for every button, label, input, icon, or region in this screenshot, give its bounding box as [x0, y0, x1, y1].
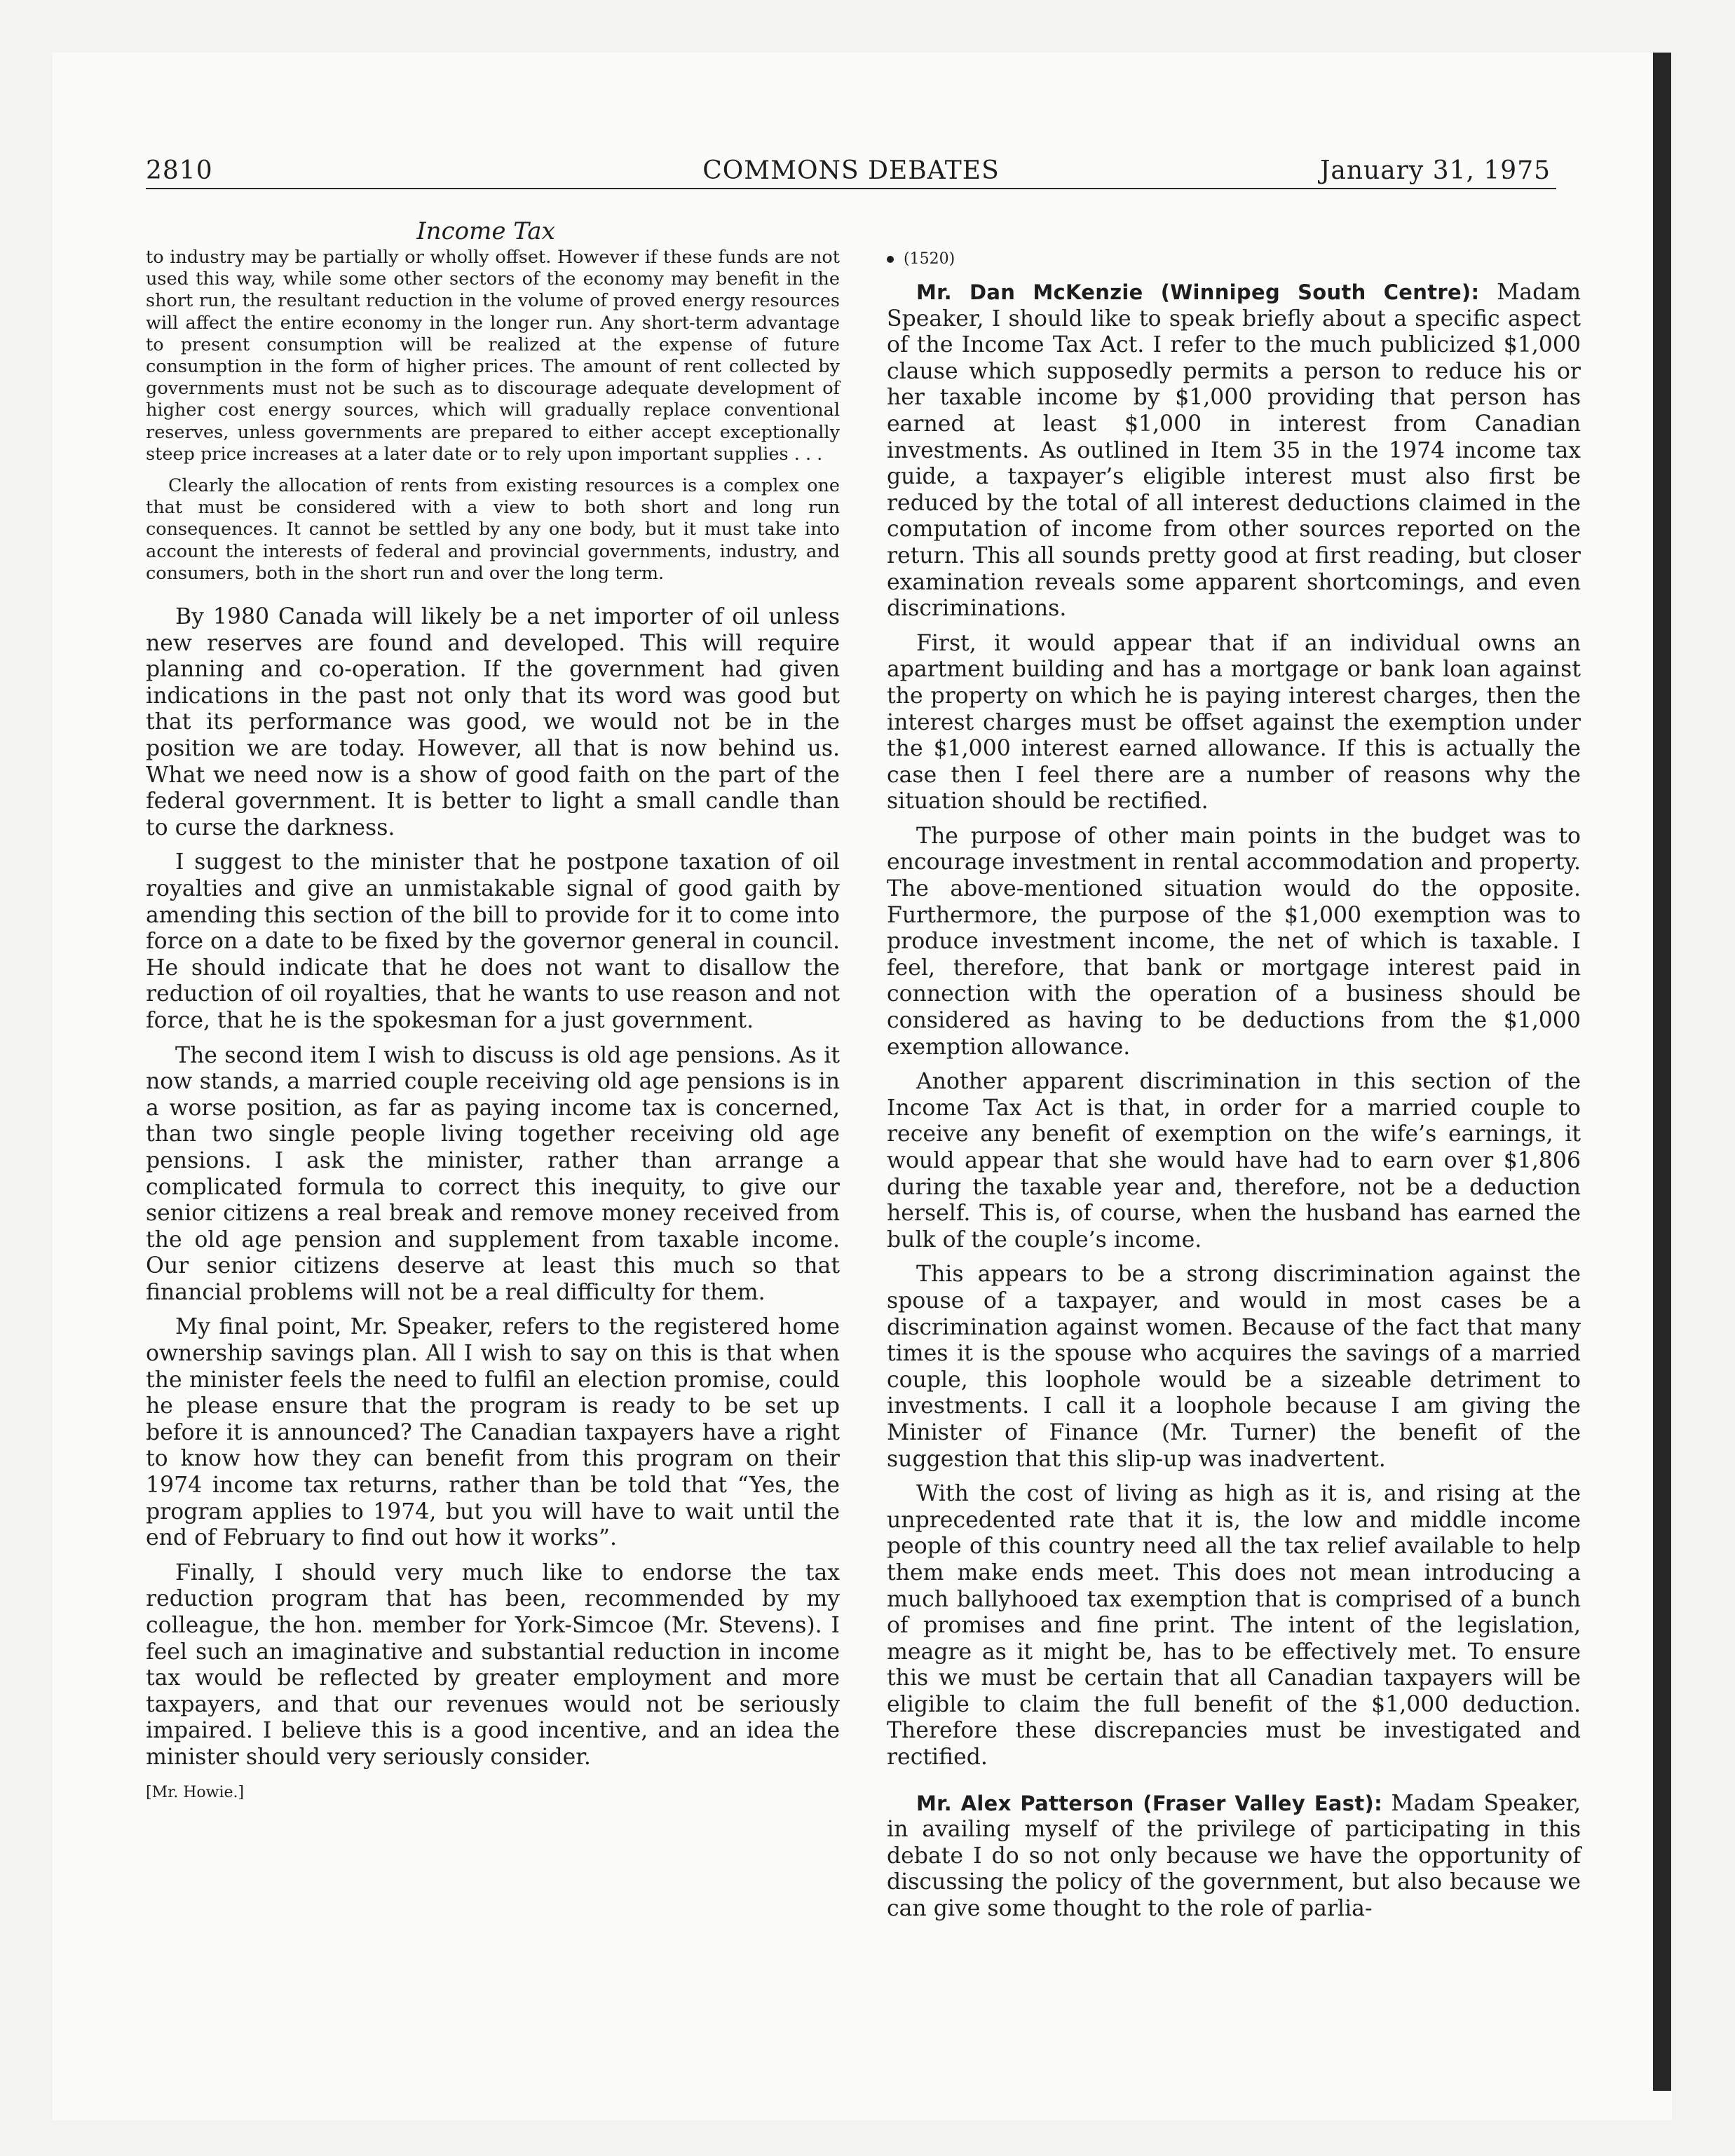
body-paragraph: I suggest to the minister that he postpone taxation of oil royalties and give an unmistakable signal of good gaith by amending this section of the bill to provide for it to come into force on a date to be fixed by the governor general in council. He should indicate that he does not want to disallow the reduction of oil royalties, that he wants to use reason and not force, that he is the spokesman for a just government.: [146, 850, 840, 1033]
running-header: [146, 153, 1556, 189]
binding-edge: [1653, 53, 1671, 2091]
speaker-attribution: [Mr. Howie.]: [146, 1783, 245, 1801]
speech-text: Madam Speaker, in availing myself of the privilege of participating in this debate I do so not only because we have the opportunity of discussing the policy of the government, but also because we can give some thought to the role of parlia-: [887, 1790, 1581, 1922]
body-paragraph: Another apparent discrimination in this section of the Income Tax Act is that, in order for a married couple to receive any benefit of exemption on the wife’s earnings, it would appear that she would have had to earn over $1,806 during the taxable year and, therefore, not be a deduction herself. This is, of course, when the husband has earned the bulk of the couple’s income.: [887, 1069, 1581, 1253]
body-paragraph: The purpose of other main points in the budget was to encourage investment in rental accommodation and property. The above-mentioned situation would do the opposite. Furthermore, the purpose of the $1,000 exemption was to produce investment income, the net of which is taxable. I feel, therefore, that bank or mortgage interest paid in connection with the operation of a business should be considered as having to be deductions from the $1,000 exemption allowance.: [887, 823, 1581, 1060]
left-column: [146, 247, 840, 1803]
publication-title: COMMONS DEBATES: [702, 156, 1000, 185]
body-paragraph: The second item I wish to discuss is old age pensions. As it now stands, a married couple receiving old age pensions is in a worse position, as far as paying income tax is concerned, than two single people living together receiving old age pensions. I ask the minister, rather than arrange a complicated formula to correct this inequity, to give our senior citizens a real break and remove money received from the old age pension and supplement from taxable income. Our senior citizens deserve at least this much so that financial problems will not be a real difficulty for them.: [146, 1042, 840, 1305]
timestamp-text: (1520): [904, 250, 955, 268]
timestamp: [887, 249, 1581, 270]
speech-text: Madam Speaker, I should like to speak briefly about a specific aspect of the Income Tax Act. I refer to the much publicized $1,000 clause which supposedly permits a person to reduce his or her taxable income by $1,000 providing that person has earned at least $1,000 in interest from Canadian investments. As outlined in Item 35 in the 1974 income tax guide, a taxpayer’s eligible interest must also first be reduced by the total of all interest deductions claimed in the computation of income from other sources reported on the return. This all sounds pretty good at first reading, but closer examination reveals some apparent shortcomings, and even discriminations.: [887, 280, 1581, 622]
speaker-name: Mr. Alex Patterson (Fraser Valley East):: [916, 1791, 1382, 1815]
quote-paragraph: to industry may be partially or wholly offset. However if these funds are not used this way, while some other sectors of the economy may benefit in the short run, the resultant reduction in the volume of proved energy resources will affect the entire economy in the longer run. Any short-term advantage to present consumption will be realized at the expense of future consumption in the form of higher prices. The amount of rent collected by governments must not be such as to discourage adequate development of higher cost energy sources, which will gradually replace conventional reserves, unless governments are prepared to either accept exceptionally steep price increases at a later date or to rely upon important supplies . . .: [146, 247, 840, 465]
body-paragraph: Finally, I should very much like to endorse the tax reduction program that has been, recommended by my colleague, the hon. member for York-Simcoe (Mr. Stevens). I feel such an imaginative and substantial reduction in income tax would be reflected by greater employment and more taxpayers, and that our revenues would not be seriously impaired. I believe this is a good incentive, and an idea the minister should very seriously consider.: [146, 1560, 840, 1770]
page-number: 2810: [146, 156, 213, 185]
body-paragraph: My final point, Mr. Speaker, refers to the registered home ownership savings plan. All I wish to say on this is that when the minister feels the need to fulfil an election promise, could he please ensure that the program is ready to be set up before it is announced? The Canadian taxpayers have a right to know how they can benefit from this program on their 1974 income tax returns, rather than be told that “Yes, the program applies to 1974, but you will have to wait until the end of February to find out how it works”.: [146, 1314, 840, 1551]
body-paragraph: With the cost of living as high as it is, and rising at the unprecedented rate that it is, the low and middle income people of this country need all the tax relief available to help them make ends meet. This does not mean introducing a much ballyhooed tax exemption that is comprised of a bunch of promises and fine print. The intent of the legislation, meagre as it might be, has to be effectively met. To ensure this we must be certain that all Canadian taxpayers will be eligible to claim the full benefit of the $1,000 deduction. Therefore these discrepancies must be investigated and rectified.: [887, 1481, 1581, 1770]
speech-paragraph: [887, 280, 1581, 622]
quote-paragraph: Clearly the allocation of rents from existing resources is a complex one that must be considered with a view to both short and long run consequences. It cannot be settled by any one body, but it must take into account the interests of federal and provincial governments, industry, and consumers, both in the short run and over the long term.: [146, 475, 840, 584]
speech-paragraph: [887, 1791, 1581, 1923]
right-column: [887, 249, 1581, 1923]
section-title: Income Tax: [416, 217, 555, 245]
body-paragraph: First, it would appear that if an individual owns an apartment building and has a mortgage or bank loan against the property on which he is paying interest charges, then the interest charges must be offset against the exemption under the $1,000 interest earned allowance. If this is actually the case then I feel there are a number of reasons why the situation should be rectified.: [887, 630, 1581, 814]
speaker-name: Mr. Dan McKenzie (Winnipeg South Centre):: [916, 280, 1480, 304]
bullet-icon: [887, 256, 894, 263]
body-paragraph: This appears to be a strong discrimination against the spouse of a taxpayer, and would in most cases be a discrimination against women. Because of the fact that many times it is the spouse who acquires the savings of a married couple, this loophole would be a sizeable detriment to investments. I call it a loophole because I am giving the Minister of Finance (Mr. Turner) the benefit of the suggestion that this slip-up was inadvertent.: [887, 1262, 1581, 1472]
publication-date: January 31, 1975: [1319, 156, 1551, 185]
body-paragraph: By 1980 Canada will likely be a net importer of oil unless new reserves are found and developed. This will require planning and co-operation. If the government had given indications in the past not only that its word was good but that its performance was good, we would not be in the position we are today. However, all that is now behind us. What we need now is a show of good faith on the part of the federal government. It is better to light a small candle than to curse the darkness.: [146, 604, 840, 840]
